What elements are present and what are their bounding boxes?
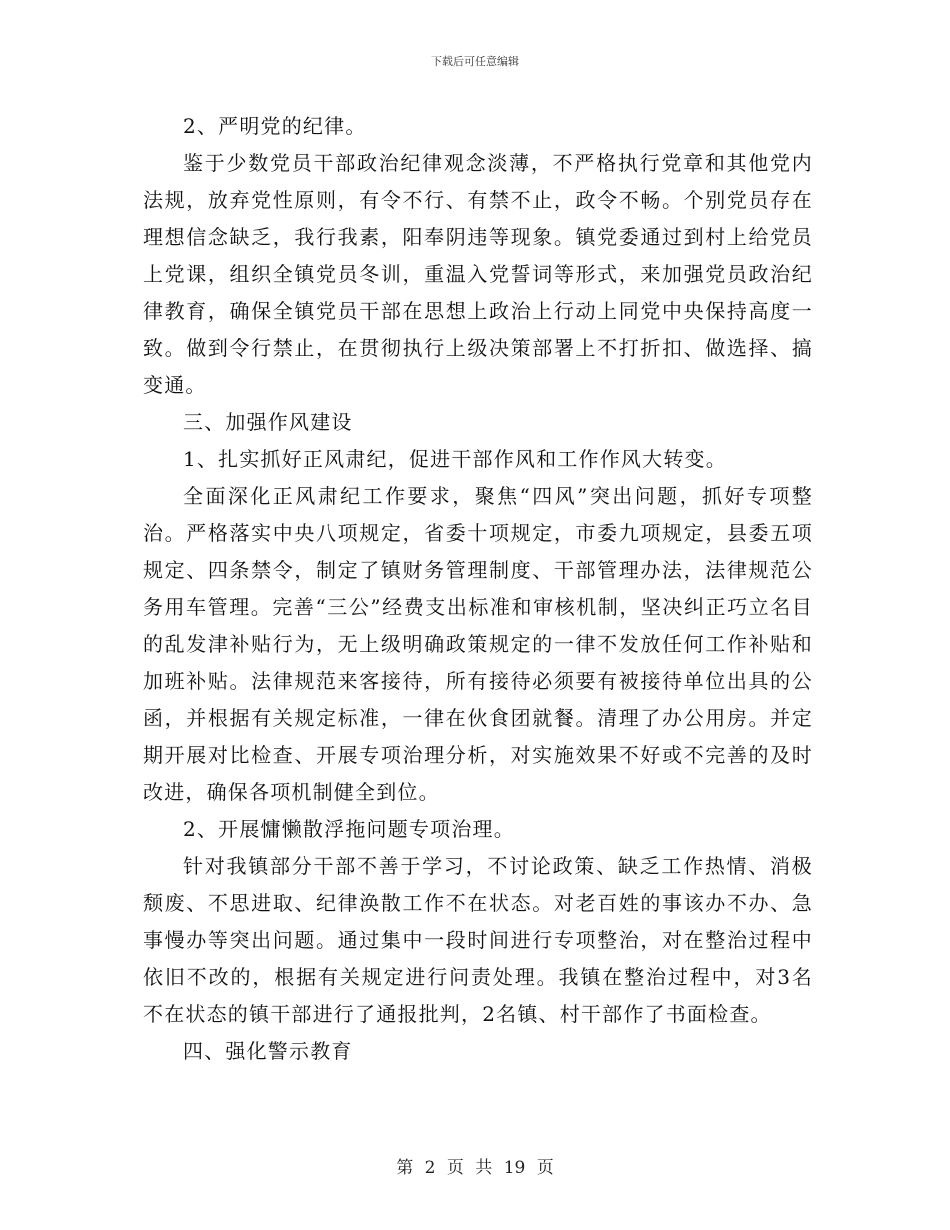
paragraph: 鉴于少数党员干部政治纪律观念淡薄，不严格执行党章和其他党内法规，放弃党性原则，有令不行、有禁不止，政令不畅。个别党员存在理想信念缺乏，我行我素，阳奉阴违等现象。镇党委通过到村上给党员上党课，组织全镇党员冬训，重温入党誓词等形式，来加强党员政治纪律教育，确保全镇党员干部在思想上政治上行动上同党中央保持高度一致。做到令行禁止，在贯彻执行上级决策部署上不打折扣、做选择、搞变通。 (143, 151, 813, 397)
paragraph-subheading-rectification: 1、扎实抓好正风肃纪，促进干部作风和工作作风大转变。 (183, 447, 727, 471)
paragraph-subheading-governance: 2、开展慵懒散浮拖问题专项治理。 (183, 817, 515, 841)
page-number: 第 2 页 共 19 页 (396, 1158, 554, 1178)
section-heading-work-style: 三、加强作风建设 (183, 410, 353, 434)
paragraph: 针对我镇部分干部不善于学习，不讨论政策、缺乏工作热情、消极颓废、不思进取、纪律涣散工作不在状态。对老百姓的事该办不办、急事慢办等突出问题。通过集中一段时间进行专项整治，对在整治过程中依旧不改的，根据有关规定进行问责处理。我镇在整治过程中，对3名不在状态的镇干部进行了通报批判，2名镇、村干部作了书面检查。 (143, 854, 813, 1026)
header-note: 下载后可任意编辑 (431, 55, 519, 68)
paragraph: 全面深化正风肃纪工作要求，聚焦“四风”突出问题，抓好专项整治。严格落实中央八项规定，省委十项规定，市委九项规定，县委五项规定、四条禁令，制定了镇财务管理制度、干部管理办法，法律规范公务用车管理。完善“三公”经费支出标准和审核机制，坚决纠正巧立名目的乱发津补贴行为，无上级明确政策规定的一律不发放任何工作补贴和加班补贴。法律规范来客接待，所有接待必须要有被接待单位出具的公函，并根据有关规定标准，一律在伙食团就餐。清理了办公用房。并定期开展对比检查、开展专项治理分析，对实施效果不好或不完善的及时改进，确保各项机制健全到位。 (143, 484, 813, 804)
document-body (143, 108, 813, 1070)
paragraph-subheading-discipline: 2、严明党的纪律。 (183, 114, 367, 138)
section-heading-warning-education: 四、强化警示教育 (183, 1039, 353, 1063)
